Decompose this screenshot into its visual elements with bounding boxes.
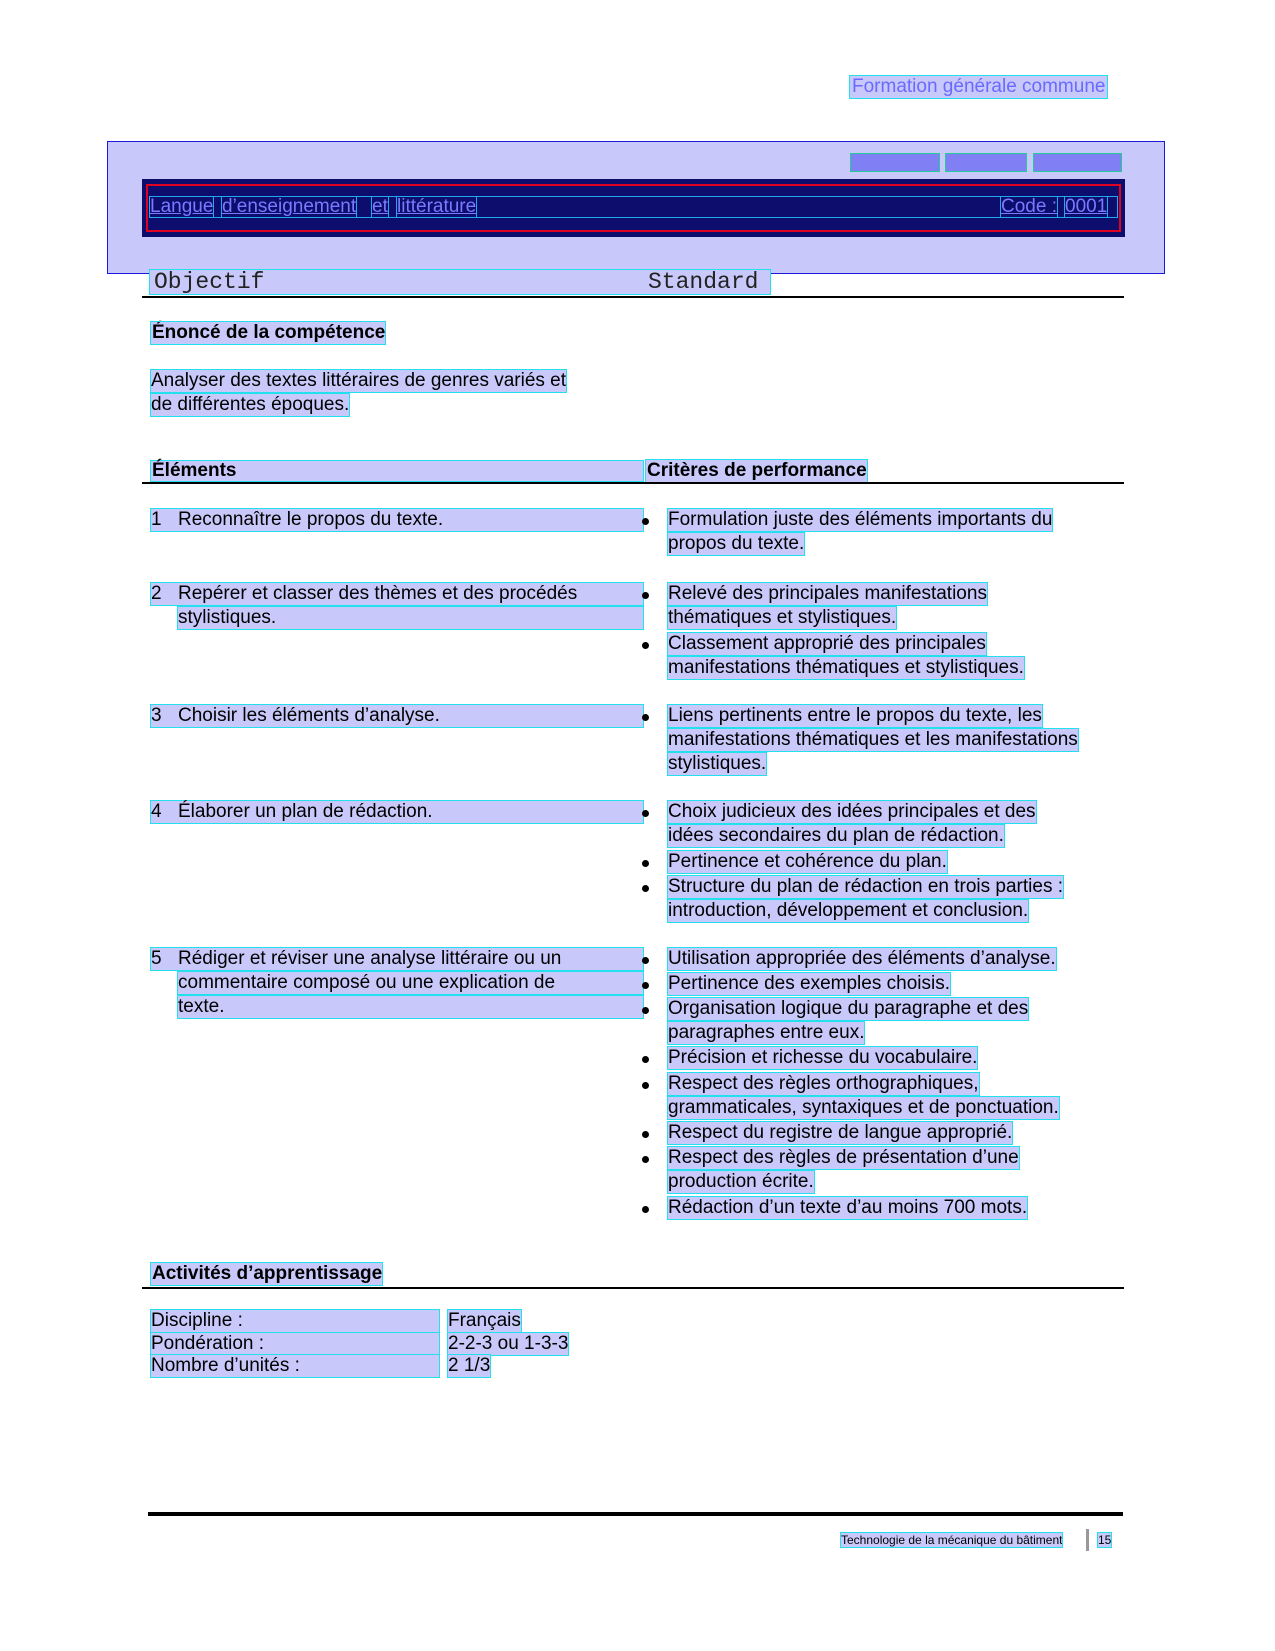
footer-program: Technologie de la mécanique du bâtiment — [841, 1533, 1063, 1547]
activities-heading: Activités d’apprentissage — [152, 1263, 383, 1284]
course-title-bar — [142, 179, 1125, 237]
element-text: Reconnaître le propos du texte. — [178, 509, 444, 530]
criterion-line: Classement approprié des principales — [668, 633, 986, 654]
bullet-icon — [642, 1082, 649, 1089]
activity-label: Pondération : — [151, 1333, 439, 1355]
element-number: 5 — [151, 948, 162, 969]
bullet-icon — [642, 810, 649, 817]
divider — [142, 296, 1124, 298]
competence-heading: Énoncé de la compétence — [152, 322, 386, 343]
banner-band-2 — [946, 154, 1026, 171]
title-word: Langue — [150, 196, 214, 217]
code-value: 0001 — [1065, 196, 1108, 217]
criterion-line: Respect des règles orthographiques, — [668, 1073, 979, 1094]
bullet-icon — [642, 518, 649, 525]
elements-heading: Éléments — [152, 460, 237, 481]
table-row-element — [151, 509, 643, 531]
competence-line: de différentes époques. — [151, 394, 350, 415]
criterion-line: grammaticales, syntaxiques et de ponctuation. — [668, 1097, 1059, 1118]
element-text: Choisir les éléments d’analyse. — [178, 705, 440, 726]
bullet-icon — [642, 1056, 649, 1063]
criterion-line: Formulation juste des éléments importants du — [668, 509, 1053, 530]
criteria-heading: Critères de performance — [647, 460, 867, 481]
criterion-line: Pertinence et cohérence du plan. — [668, 851, 947, 872]
objective-heading: Objectif — [154, 269, 265, 295]
criterion-line: manifestations thématiques et les manifestations — [668, 729, 1078, 750]
table-row-element — [151, 801, 643, 823]
element-text: texte. — [178, 996, 643, 1018]
bullet-icon — [642, 642, 649, 649]
element-text: commentaire composé ou une explication de — [178, 972, 643, 994]
element-text: stylistiques. — [178, 607, 643, 629]
criterion-line: paragraphes entre eux. — [668, 1022, 865, 1043]
code-label: Code : — [1001, 196, 1057, 217]
title-word: d’enseignement — [222, 196, 357, 217]
element-number: 2 — [151, 583, 162, 604]
bullet-icon — [642, 1206, 649, 1213]
banner-band-1 — [851, 154, 939, 171]
bullet-icon — [642, 1131, 649, 1138]
standard-heading: Standard — [648, 269, 759, 295]
criterion-line: introduction, développement et conclusion. — [668, 900, 1029, 921]
divider — [142, 482, 1124, 484]
table-row-element — [151, 948, 643, 970]
criterion-line: Utilisation appropriée des éléments d’analyse. — [668, 948, 1056, 969]
criterion-line: manifestations thématiques et stylistiques. — [668, 657, 1024, 678]
bullet-icon — [642, 982, 649, 989]
element-number: 1 — [151, 509, 162, 530]
criterion-line: Respect du registre de langue approprié. — [668, 1122, 1013, 1143]
element-number: 3 — [151, 705, 162, 726]
bullet-icon — [642, 592, 649, 599]
activity-value: 2-2-3 ou 1-3-3 — [448, 1333, 569, 1354]
bullet-icon — [642, 860, 649, 867]
activity-value: 2 1/3 — [448, 1355, 491, 1376]
criterion-line: Structure du plan de rédaction en trois parties : — [668, 876, 1064, 897]
criterion-line: idées secondaires du plan de rédaction. — [668, 825, 1004, 846]
element-text: Élaborer un plan de rédaction. — [178, 801, 433, 822]
activity-label: Nombre d’unités : — [151, 1355, 439, 1377]
activity-value: Français — [448, 1310, 521, 1331]
program-label: Formation générale commune — [852, 76, 1106, 97]
criterion-line: stylistiques. — [668, 753, 767, 774]
criterion-line: Relevé des principales manifestations — [668, 583, 987, 604]
criterion-line: propos du texte. — [668, 533, 805, 554]
criterion-line: Précision et richesse du vocabulaire. — [668, 1047, 978, 1068]
bullet-icon — [642, 1007, 649, 1014]
footer-separator — [1086, 1529, 1089, 1551]
criterion-line: Pertinence des exemples choisis. — [668, 973, 950, 994]
title-word: et — [372, 196, 388, 217]
bullet-icon — [642, 1156, 649, 1163]
criterion-line: Rédaction d’un texte d’au moins 700 mots. — [668, 1197, 1028, 1218]
criterion-line: production écrite. — [668, 1171, 814, 1192]
criterion-line: Organisation logique du paragraphe et des — [668, 998, 1029, 1019]
criterion-line: Liens pertinents entre le propos du texte, les — [668, 705, 1042, 726]
bullet-icon — [642, 714, 649, 721]
course-banner — [107, 141, 1165, 274]
criterion-line: Respect des règles de présentation d’une — [668, 1147, 1019, 1168]
page-number: 15 — [1098, 1533, 1112, 1547]
element-text: Rédiger et réviser une analyse littéraire ou un — [178, 948, 562, 969]
criterion-line: thématiques et stylistiques. — [668, 607, 897, 628]
competence-line: Analyser des textes littéraires de genres variés et — [151, 370, 567, 391]
element-number: 4 — [151, 801, 162, 822]
table-row-element — [151, 583, 643, 605]
bullet-icon — [642, 957, 649, 964]
elements-heading-bar — [151, 461, 643, 481]
activity-label: Discipline : — [151, 1310, 439, 1332]
criterion-line: Choix judicieux des idées principales et des — [668, 801, 1036, 822]
table-row-element — [151, 705, 643, 727]
element-text: Repérer et classer des thèmes et des procédés — [178, 583, 578, 604]
title-word: littérature — [397, 196, 477, 217]
banner-band-3 — [1034, 154, 1121, 171]
divider — [142, 1287, 1124, 1289]
bullet-icon — [642, 885, 649, 892]
footer-rule — [148, 1512, 1123, 1516]
title-line — [150, 197, 1117, 217]
column-headings — [150, 270, 770, 294]
